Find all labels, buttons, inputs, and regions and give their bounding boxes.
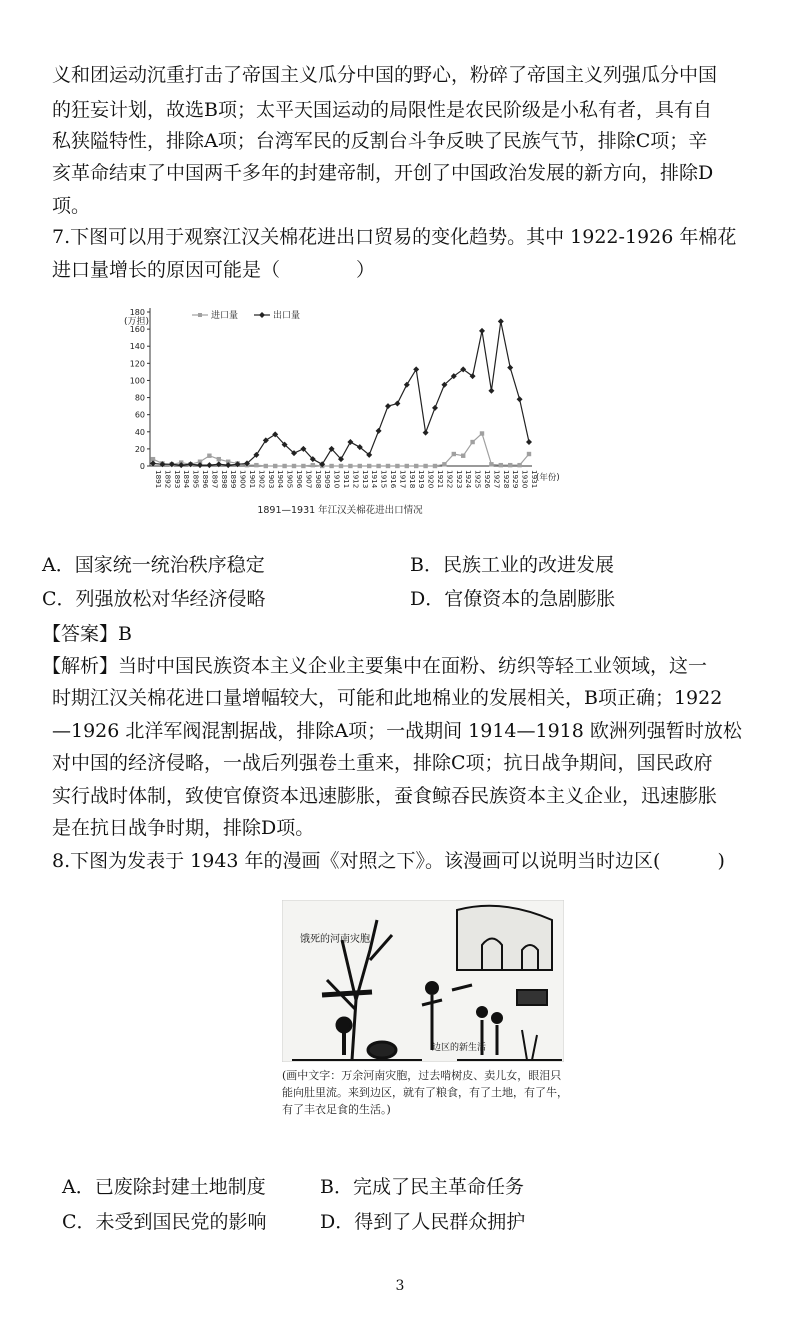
data-point-import [386, 464, 390, 468]
data-point-import [217, 457, 221, 461]
x-tick-label: 1901 [248, 470, 257, 489]
y-tick-label: 20 [134, 444, 145, 454]
x-tick-label: 1923 [454, 470, 464, 489]
x-tick-label: 1913 [360, 470, 370, 489]
data-point-import [405, 464, 409, 468]
x-tick-label: 1912 [351, 470, 361, 489]
x-tick-label: 1908 [313, 470, 323, 489]
legend-marker [259, 312, 265, 318]
cartoon-caption-line: 有了丰衣足食的生活。) [282, 1103, 391, 1116]
x-tick-label: 1916 [389, 470, 398, 489]
data-point-import [282, 464, 286, 468]
data-point-import [489, 462, 493, 466]
x-tick-label: 1917 [398, 470, 408, 489]
x-tick-label: 1915 [379, 470, 389, 489]
data-point-export [394, 401, 400, 407]
data-point-import [395, 464, 399, 468]
data-point-import [273, 464, 277, 468]
data-point-import [207, 454, 211, 458]
data-point-import [452, 452, 456, 456]
data-point-import [367, 464, 371, 468]
x-tick-label: 1898 [219, 470, 229, 489]
data-point-export [488, 388, 494, 394]
y-tick-label: 60 [134, 410, 145, 420]
cartoon-label-right: 边区的新生活 [432, 1043, 487, 1053]
x-tick-label: 1899 [229, 470, 239, 489]
option-d[interactable]: D．得到了人民群众拥护 [320, 1211, 526, 1233]
x-tick-label: 1918 [407, 470, 417, 489]
x-tick-label: 1896 [201, 470, 210, 489]
answer-label: 【答案】B [42, 623, 132, 645]
x-tick-label: 1919 [417, 470, 427, 489]
data-point-import [423, 464, 427, 468]
x-tick-label: 1902 [257, 470, 267, 489]
cartoon-caption-line: 能向肚里流。来到边区，就有了粮食，有了土地，有了牛， [282, 1086, 568, 1099]
data-point-import [264, 464, 268, 468]
x-tick-label: 1900 [238, 470, 248, 489]
data-point-import [527, 452, 531, 456]
x-tick-label: 1903 [266, 470, 276, 489]
x-tick-label: 1906 [295, 470, 304, 489]
data-point-import [339, 464, 343, 468]
page-number: 3 [395, 1278, 405, 1294]
text-line: 私狭隘特性，排除A项；台湾军民的反割台斗争反映了民族气节，排除C项；辛 [52, 130, 708, 152]
data-point-export [404, 382, 410, 388]
data-point-export [413, 366, 419, 372]
chart-axes [124, 308, 560, 516]
y-tick-label: 40 [134, 427, 145, 437]
x-tick-label: 1909 [323, 470, 333, 489]
chart-title: 1891—1931 年江汉关棉花进出口情况 [257, 505, 423, 516]
data-point-import [348, 464, 352, 468]
data-point-import [442, 462, 446, 466]
x-tick-label: 1927 [492, 470, 502, 489]
x-tick-label: 1907 [304, 470, 314, 489]
data-point-import [480, 431, 484, 435]
analysis-line: 【解析】当时中国民族资本主义企业主要集中在面粉、纺织等轻工业领域，这一 [42, 655, 708, 677]
data-point-import [254, 463, 258, 467]
option-b[interactable]: B．民族工业的改进发展 [410, 554, 614, 576]
y-tick-label: 0 [139, 462, 145, 471]
x-tick-label: 1928 [501, 470, 511, 489]
cotton-trade-chart [120, 300, 590, 518]
text-line: 义和团运动沉重打击了帝国主义瓜分中国的野心，粉碎了帝国主义列强瓜分中国 [52, 64, 718, 86]
data-point-export [526, 439, 532, 445]
data-point-import [499, 463, 503, 467]
analysis-line: 对中国的经济侵略，一战后列强卷土重来，排除C项；抗日战争期间，国民政府 [52, 752, 713, 774]
x-tick-label: 1922 [445, 470, 455, 489]
text-line: 项。 [52, 195, 91, 217]
analysis-line: 是在抗日战争时期，排除D项。 [52, 817, 315, 839]
data-point-import [329, 464, 333, 468]
text-line: 亥革命结束了中国两千多年的封建帝制，开创了中国政治发展的新方向，排除D [52, 162, 714, 184]
data-point-export [507, 365, 513, 371]
data-point-export [423, 430, 429, 436]
option-c[interactable]: C．列强放松对华经济侵略 [42, 588, 266, 610]
data-point-export [432, 405, 438, 411]
x-tick-label: 1930 [520, 470, 530, 489]
data-point-import [311, 463, 315, 467]
question-7-stem: 7.下图可以用于观察江汉关棉花进出口贸易的变化趋势。其中 1922-1926 年棉花 [52, 226, 737, 248]
x-tick-label: 1925 [473, 470, 483, 489]
option-d[interactable]: D．官僚资本的急剧膨胀 [410, 588, 616, 610]
data-point-import [358, 464, 362, 468]
legend-label: 进口量 [211, 311, 239, 321]
data-point-export [263, 437, 269, 443]
x-tick-label: 1893 [172, 470, 182, 489]
x-tick-label: 1891 [154, 470, 163, 489]
x-tick-label: 1905 [285, 470, 295, 489]
option-b[interactable]: B．完成了民主革命任务 [320, 1176, 524, 1198]
question-7-stem-cont: 进口量增长的原因可能是（ ） [52, 259, 376, 281]
data-point-import [414, 464, 418, 468]
data-point-export [517, 396, 523, 402]
data-point-export [206, 462, 212, 468]
cartoon-label-left: 饿死的河南灾胞 [300, 934, 370, 945]
legend-label: 出口量 [273, 311, 301, 321]
x-tick-label: 1897 [210, 470, 220, 489]
x-tick-label: 1910 [332, 470, 342, 489]
x-tick-label: 1914 [370, 470, 380, 489]
data-point-export [498, 318, 504, 324]
y-tick-label: 180 [129, 308, 145, 317]
cartoon-caption-line: (画中文字：万余河南灾胞，过去啃树皮、卖儿女，眼泪只 [282, 1069, 562, 1082]
x-tick-label: 1921 [436, 470, 445, 489]
x-tick-label: 1926 [483, 470, 492, 489]
x-tick-label: 1931 [530, 470, 539, 489]
data-point-import [470, 440, 474, 444]
option-a[interactable]: A．已废除封建土地制度 [62, 1176, 266, 1198]
option-c[interactable]: C．未受到国民党的影响 [62, 1211, 267, 1233]
y-tick-label: 140 [129, 342, 145, 352]
text-line: 的狂妄计划，故选B项；太平天国运动的局限性是农民阶级是小私有者，具有自 [52, 99, 712, 121]
data-point-export [376, 428, 382, 434]
data-point-export [385, 403, 391, 409]
x-tick-label: 1929 [511, 470, 521, 489]
analysis-line: 时期江汉关棉花进口量增幅较大，可能和此地棉业的发展相关，B项正确；1922 [52, 687, 723, 709]
analysis-line: —1926 北洋军阀混割据战，排除A项；一战期间 1914—1918 欧洲列强暂时放松 [52, 720, 742, 742]
data-point-export [347, 439, 353, 445]
x-tick-label: 1904 [276, 470, 286, 489]
legend-marker [198, 313, 202, 317]
data-point-import [301, 464, 305, 468]
y-axis-label: (万担) [124, 317, 150, 327]
x-tick-label: 1920 [426, 470, 436, 489]
data-point-import [508, 463, 512, 467]
question-8-stem: 8.下图为发表于 1943 年的漫画《对照之下》。该漫画可以说明当时边区( ) [52, 850, 725, 872]
y-tick-label: 160 [129, 325, 145, 335]
x-axis-label: (年份) [536, 473, 560, 483]
x-tick-label: 1894 [182, 470, 192, 489]
y-tick-label: 100 [129, 376, 145, 386]
analysis-line: 实行战时体制，致使官僚资本迅速膨胀，蚕食鲸吞民族资本主义企业，迅速膨胀 [52, 785, 718, 807]
data-point-import [376, 464, 380, 468]
y-tick-label: 120 [129, 359, 145, 369]
x-tick-label: 1924 [464, 470, 474, 489]
option-a[interactable]: A．国家统一统治秩序稳定 [42, 554, 265, 576]
data-point-import [433, 464, 437, 468]
x-tick-label: 1895 [191, 470, 201, 489]
y-tick-label: 80 [134, 393, 145, 403]
x-tick-label: 1892 [163, 470, 173, 489]
chart-legend [192, 309, 300, 321]
data-point-import [517, 463, 521, 467]
x-tick-label: 1911 [342, 470, 351, 489]
data-point-import [292, 464, 296, 468]
cartoon-image [282, 900, 564, 1062]
chart-series [150, 318, 532, 468]
data-point-import [461, 454, 465, 458]
data-point-export [479, 328, 485, 334]
